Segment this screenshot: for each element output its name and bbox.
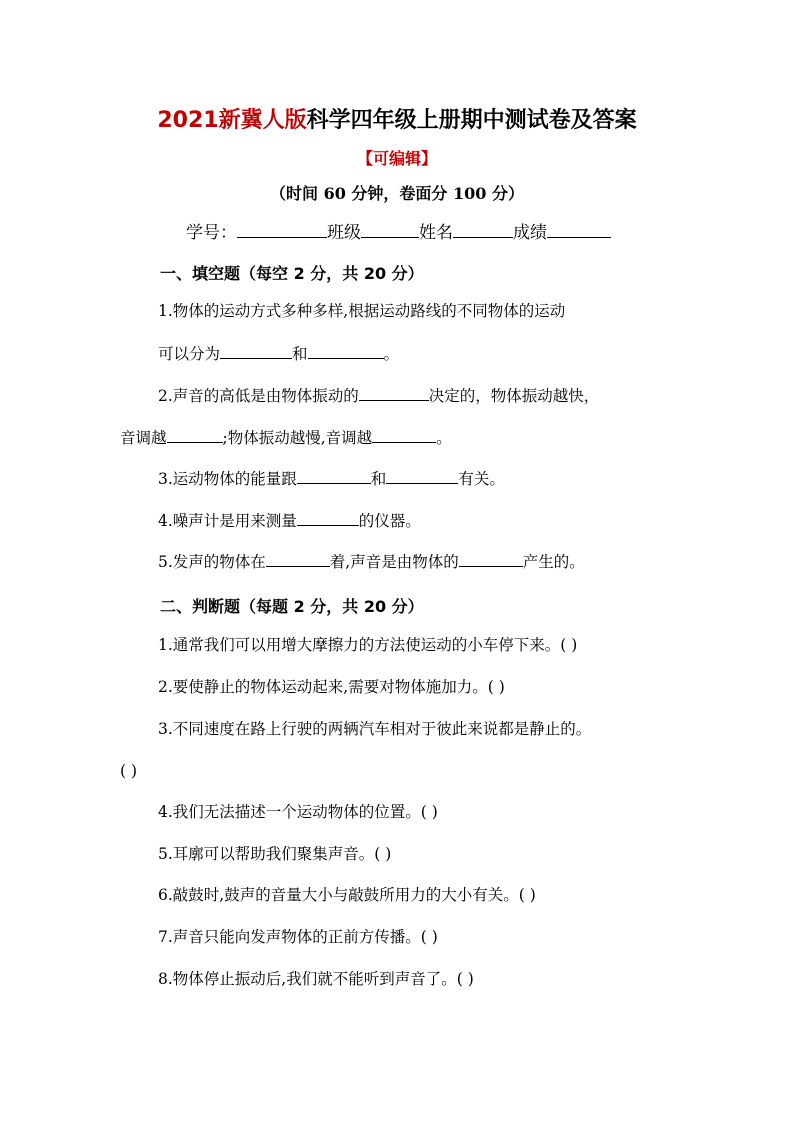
fill-q5-blank-1[interactable] xyxy=(266,551,330,567)
fill-q5-text-c: 产生的。 xyxy=(522,553,585,571)
tf-q5: 5.耳廓可以帮助我们聚集声音。( ) xyxy=(158,845,392,863)
tf-q7: 7.声音只能向发声物体的正前方传播。( ) xyxy=(158,928,438,946)
fill-q1-text-c: 。 xyxy=(383,345,400,363)
tf-q3-line2: ( ) xyxy=(120,762,138,780)
fill-q2-text-b: 决定的，物体振动越快， xyxy=(428,387,600,405)
fill-q4 xyxy=(158,510,421,531)
fill-q5 xyxy=(158,551,585,572)
fill-q3-text-a: 3.运动物体的能量跟 xyxy=(158,470,297,488)
fill-q2-line2 xyxy=(120,427,452,448)
tf-q3-line1: 3.不同速度在路上行驶的两辆汽车相对于彼此来说都是静止的。 xyxy=(158,720,592,738)
fill-q5-text-b: 着,声音是由物体的 xyxy=(329,553,459,571)
fill-q1-line2 xyxy=(158,343,399,364)
fill-q2-text-c: 音调越 xyxy=(120,429,167,447)
tf-q6: 6.敲鼓时,鼓声的音量大小与敲鼓所用力的大小有关。( ) xyxy=(158,886,536,904)
fill-q1-text-a: 可以分为 xyxy=(158,345,221,363)
fill-q2-blank-2[interactable] xyxy=(167,427,223,443)
page-title xyxy=(0,103,794,134)
fill-q2-text-a: 2.声音的高低是由物体振动的 xyxy=(158,387,359,405)
title-red-part: 2021新冀人版 xyxy=(157,108,307,133)
fill-q5-text-a: 5.发声的物体在 xyxy=(158,553,266,571)
section-true-false-heading: 二、判断题（每题 2 分，共 20 分） xyxy=(160,597,424,616)
fill-q3-text-c: 有关。 xyxy=(458,470,505,488)
fill-q3-blank-1[interactable] xyxy=(297,468,371,484)
fill-q5-blank-2[interactable] xyxy=(459,551,523,567)
fill-q4-text-b: 的仪器。 xyxy=(358,512,421,530)
fill-q2-text-e: 。 xyxy=(436,429,452,447)
student-info-line xyxy=(186,218,611,243)
title-black-part: 科学四年级上册期中测试卷及答案 xyxy=(306,108,637,133)
student-id-blank[interactable] xyxy=(237,221,327,238)
name-blank[interactable] xyxy=(453,221,513,238)
section-fill-blank-heading: 一、填空题（每空 2 分，共 20 分） xyxy=(160,264,424,283)
fill-q3 xyxy=(158,468,505,489)
tf-q2: 2.要使静止的物体运动起来,需要对物体施加力。( ) xyxy=(158,678,505,696)
fill-q3-text-b: 和 xyxy=(370,470,387,488)
fill-q2-line1 xyxy=(158,385,599,406)
score-blank[interactable] xyxy=(547,221,611,238)
fill-q2-blank-3[interactable] xyxy=(372,427,436,443)
fill-q2-text-d: ;物体振动越慢,音调越 xyxy=(222,429,373,447)
tf-q1: 1.通常我们可以用增大摩擦力的方法使运动的小车停下来。( ) xyxy=(158,636,578,654)
name-label: 姓名 xyxy=(419,223,453,243)
tf-q4: 4.我们无法描述一个运动物体的位置。( ) xyxy=(158,803,438,821)
student-id-label: 学号： xyxy=(186,223,237,243)
tf-q8: 8.物体停止振动后,我们就不能听到声音了。( ) xyxy=(158,970,474,988)
editable-tag: 【可编辑】 xyxy=(356,149,437,168)
fill-q2-blank-1[interactable] xyxy=(359,385,429,401)
fill-q4-blank-1[interactable] xyxy=(297,510,359,526)
fill-q4-text-a: 4.噪声计是用来测量 xyxy=(158,512,297,530)
fill-q1-line1: 1.物体的运动方式多种多样,根据运动路线的不同物体的运动 xyxy=(158,302,566,320)
fill-q1-blank-2[interactable] xyxy=(308,343,384,359)
class-blank[interactable] xyxy=(361,221,419,238)
score-label: 成绩 xyxy=(513,223,547,243)
fill-q1-blank-1[interactable] xyxy=(220,343,292,359)
time-info: （时间 60 分钟，卷面分 100 分） xyxy=(270,184,524,203)
fill-q3-blank-2[interactable] xyxy=(386,468,458,484)
fill-q1-text-b: 和 xyxy=(292,345,308,363)
class-label: 班级 xyxy=(327,223,361,243)
